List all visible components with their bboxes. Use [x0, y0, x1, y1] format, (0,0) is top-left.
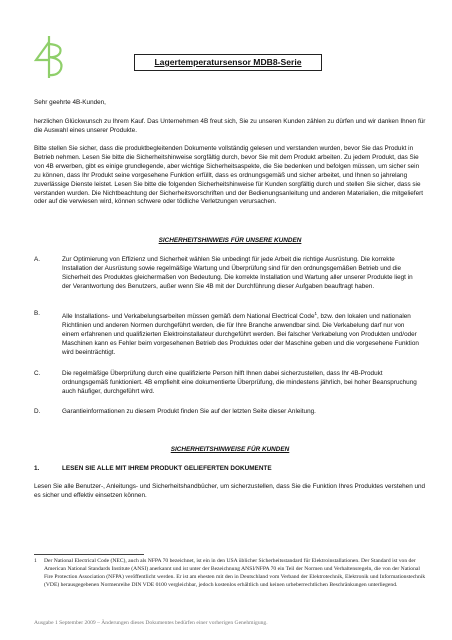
- page-footer: Ausgabe 1 September 2009 – Änderungen dieses Dokumentes bedürfen einer vorherigen Genehmigung.: [34, 620, 268, 626]
- footnote-mark: 1: [34, 558, 37, 564]
- list-item-text: Garantieinformationen zu diesem Produkt finden Sie auf der letzten Seite dieser Anleitung.: [62, 408, 316, 415]
- footnote-divider: [34, 554, 144, 555]
- list-item-label: D.: [34, 408, 41, 415]
- section-heading-kunden: SICHERHEITSHINWEIS FÜR UNSERE KUNDEN: [158, 237, 302, 244]
- list-item-text: Die regelmäßige Überprüfung durch eine qualifizierte Person hilft Ihnen dabei sicherzustellen, dass Ihr 4B-Produkt ordnungsgemäß funktioniert. 4B empfiehlt eine dokumentierte Überprüfung, die mindestens jährlich, bei hoher Beanspruchung auch häufiger, durchgeführt wird.: [62, 370, 417, 395]
- footnote-reference: 1: [314, 311, 317, 316]
- list-item-text-part: , bzw. den lokalen und nationalen Richtlinien und anderen Normen durchgeführt werden, die für Ihre Branche anwendbar sind. Die Verkabelung darf nur von einem erfahrenen und qualifizierten Elektroinstallateur durchgeführt werden. Bei falscher Verkabelung von Produkten und/oder Maschinen kann es Fehler beim vorgesehenen Betrieb des Produktes oder der Maschine geben und die vorgesehene Funktion wird beeinträchtigt.: [62, 313, 419, 356]
- list-item-text: [62, 310, 422, 358]
- list-item-label: B.: [34, 310, 40, 317]
- intro-paragraph-2: Bitte stellen Sie sicher, dass die produktbegleitenden Dokumente vollständig gelesen und verstanden wurden, bevor Sie das Produkt in Betrieb nehmen. Lesen Sie bitte die Sicherheitshinweise sorgfältig durch, bevor Sie mit dem Produkt arbeiten. Zu jedem Produkt, das Sie von 4B erwerben, gibt es einige grundlegende, aber wichtige Sicherheitsaspekte, die Sie bedenken und befolgen müssen, um sicher sein zu können, dass Ihr Produkt seine vorgesehene Funktion erfüllt, dass es ordnungsgemäß und sicher arbeitet, und Ihnen so jahrelang zuverlässige Dienste leistet. Lesen Sie bitte die folgenden Sicherheitshinweise für Kunden sorgfältig durch und stellen Sie sicher, dass sie verstanden wurden. Die Nichtbeachtung der Sicherheitsvorschriften und der Bedienungsanleitung und anderen Materialien, die mitgeliefert oder auf die verwiesen wird, können schwere oder tödliche Verletzungen verursachen.: [34, 145, 423, 206]
- 4b-logo: [32, 34, 66, 80]
- section-heading-kunden-2: SICHERHEITSHINWEISE FÜR KUNDEN: [170, 446, 290, 453]
- list-item-text: Zur Optimierung von Effizienz und Sicherheit wählen Sie unbedingt für jede Arbeit die richtige Ausrüstung. Die korrekte Installation der Ausrüstung sowie regelmäßige Wartung und Überprüfung sind für den ordnungsgemäßen Betrieb und die Sicherheit des Produktes gleichermaßen von Bedeutung. Die korrekte Installation und Wartung aller unserer Produkte liegt in der Verantwortung des Benutzers, außer wenn Sie 4B mit der Durchführung dieser Aufgaben beauftragt haben.: [62, 256, 413, 290]
- numbered-heading-number: 1.: [34, 465, 40, 472]
- list-item-label: C.: [34, 370, 41, 377]
- document-title: Lagertemperatursensor MDB8-Serie: [134, 54, 322, 71]
- footnote-text: Der National Electrical Code (NEC), auch als NFPA 70 bezeichnet, ist ein in den USA üblicher Sicherheitsstandard für Elektroinstallationen. Der Standard ist von der American National Standards Institute (ANSI) anerkannt und ist unter der Bezeichnung ANSI/NFPA 70 ein Teil der Normen und Verhaltensregeln, die von der National Fire Protection Association (NFPA) veröffentlicht werden. Er ist am ehesten mit den in Deutschland vom Verband der Elektrotechnik, Elektronik und Informationstechnik (VDE) herausgegebenen Normenreihe DIN VDE 0100 vergleichbar, jedoch kostenlos erhältlich und keinen urheberrechtlichen Beschränkungen unterliegend.: [44, 558, 426, 588]
- list-item-text-part: Alle Installations- und Verkabelungsarbeiten müssen gemäß dem National Electrical Code: [62, 313, 315, 321]
- section2-paragraph: Lesen Sie alle Benutzer-, Anleitungs- und Sicherheitshandbücher, um sicherzustellen, dass Sie die Funktion Ihres Produktes verstehen und es sicher und effektiv einsetzen können.: [34, 483, 426, 499]
- numbered-heading-title: LESEN SIE ALLE MIT IHREM PRODUKT GELIEFERTEN DOKUMENTE: [62, 465, 272, 472]
- intro-paragraph-1: herzlichen Glückwunsch zu Ihrem Kauf. Das Unternehmen 4B freut sich, Sie zu unseren Kunden zählen zu dürfen und wir danken Ihnen für die Auswahl eines unserer Produkte.: [34, 118, 426, 134]
- greeting: Sehr geehrte 4B-Kunden,: [34, 99, 106, 106]
- list-item-label: A.: [34, 256, 40, 263]
